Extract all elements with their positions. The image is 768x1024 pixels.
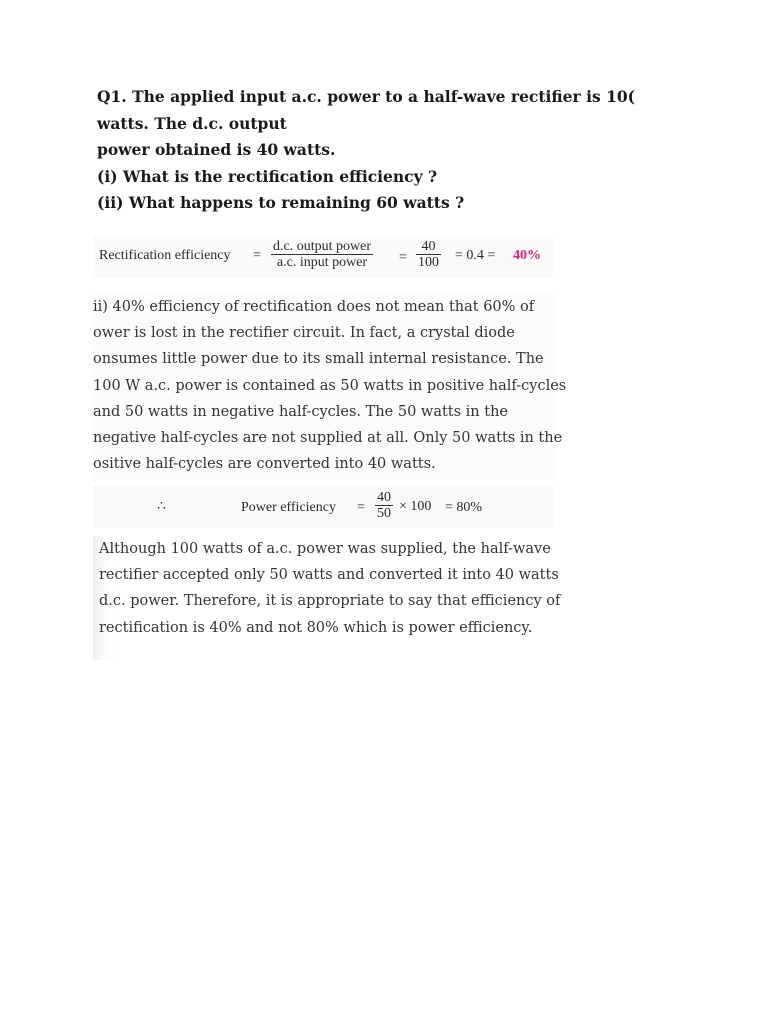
answer-line: onsumes little power due to its small internal resistance. The — [93, 351, 544, 368]
equals-sign: = — [357, 500, 365, 515]
answer-line: 100 W a.c. power is contained as 50 watts in positive half-cycles — [93, 377, 567, 394]
fraction-denominator: 100 — [418, 255, 439, 270]
rectification-efficiency-formula — [93, 236, 553, 278]
answer-line: ower is lost in the rectifier circuit. In fact, a crystal diode — [93, 325, 515, 342]
power-efficiency-formula — [93, 486, 553, 528]
answer-line: and 50 watts in negative half-cycles. The 50 watts in the — [93, 403, 509, 420]
equals-sign: = — [253, 248, 261, 263]
question-line: (i) What is the rectification efficiency ? — [97, 166, 438, 186]
answer-paragraph — [93, 294, 567, 481]
fraction-denominator: a.c. input power — [276, 255, 368, 270]
multiply-term: × 100 — [399, 499, 432, 514]
equals-sign: = — [399, 250, 407, 265]
fraction-numerator: 40 — [421, 239, 436, 254]
answer-line: ii) 40% efficiency of rectification does not mean that 60% of — [93, 299, 535, 315]
answer-line: d.c. power. Therefore, it is appropriate to say that efficiency of — [99, 593, 561, 610]
answer-line: Although 100 watts of a.c. power was supplied, the half-wave — [99, 541, 551, 557]
formula-result: 40% — [513, 248, 541, 263]
question-text — [97, 84, 636, 217]
fraction-numerator: d.c. output power — [273, 239, 371, 254]
question-line: Q1. The applied input a.c. power to a half-wave rectifier is 10( — [97, 87, 636, 106]
fraction-values — [416, 239, 441, 270]
fraction-values — [375, 490, 393, 521]
fraction-denominator: 50 — [377, 506, 391, 521]
question-line: (ii) What happens to remaining 60 watts ? — [97, 193, 465, 212]
answer-line: negative half-cycles are not supplied at all. Only 50 watts in the — [93, 429, 563, 446]
fraction-power-ratio — [271, 239, 373, 270]
answer-line: ositive half-cycles are converted into 40 watts. — [93, 456, 436, 473]
formula-intermediate: = 0.4 = — [455, 248, 496, 263]
fraction-numerator: 40 — [377, 490, 391, 505]
answer-line: rectifier accepted only 50 watts and converted it into 40 watts — [99, 567, 559, 584]
answer-line: rectification is 40% and not 80% which is power efficiency. — [99, 619, 533, 636]
formula-label: Rectification efficiency — [99, 248, 231, 263]
formula-label: Power efficiency — [241, 500, 336, 515]
conclusion-paragraph — [93, 536, 561, 660]
therefore-symbol: ∴ — [157, 499, 166, 514]
question-line: watts. The d.c. output — [97, 113, 287, 133]
question-line: power obtained is 40 watts. — [97, 140, 336, 159]
formula-result: = 80% — [445, 500, 483, 515]
